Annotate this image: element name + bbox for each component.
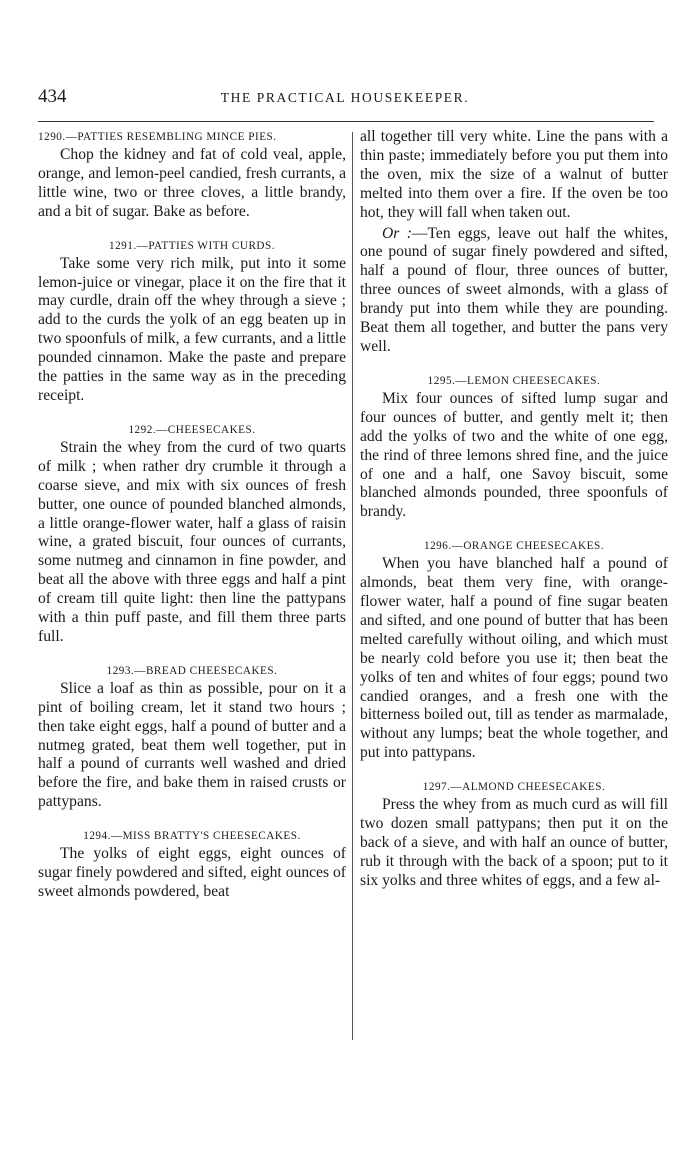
header-rule [38,121,654,122]
recipe-text-1292: Strain the whey from the curd of two quarts of milk ; when rather dry crumble it through a coarse sieve, and mix with six ounces of fresh butter, one ounce of pounded blanched almonds, a little orange-flower water, half a glass of raisin wine, a grated biscuit, four ounces of currants, some nutmeg and cinnamon in fine powder, and beat all the above with three eggs and half a pint of cream till quite light: then line the pattypans with a thin puff paste, and fill them three parts full. [38,438,346,645]
alternative-label: Or : [382,224,412,242]
column-divider [352,132,353,1040]
left-column [38,128,346,902]
recipe-text-1291: Take some very rich milk, put into it some lemon-juice or vinegar, place it on the fire that it may curdle, drain off the whey through a sieve ; add to the curds the yolk of an egg beaten up in two spoonfuls of milk, a few currants, and a little pounded cinnamon. Make the paste and prepare the patties in the same way as in the preceding receipt. [38,254,346,404]
recipe-text-1295: Mix four ounces of sifted lump sugar and four ounces of butter, and gently melt it; then add the yolks of two and the white of one egg, the rind of three lemons shred fine, and the juice of one and a half, one Savoy biscuit, some blanched almonds pounded, three spoonfuls of brandy. [360,389,668,521]
recipe-heading-1297: 1297.—ALMOND CHEESECAKES. [422,781,606,794]
recipe-heading-1293: 1293.—BREAD CHEESECAKES. [106,664,278,677]
recipe-heading-1290: 1290.—PATTIES RESEMBLING MINCE PIES. [38,131,277,143]
recipe-text-1297: Press the whey from as much curd as will fill two dozen small pattypans; then put it on the back of a sieve, and with half an ounce of butter, rub it through with the back of a spoon; put to it six yolks and three whites of eggs, and a few al- [360,796,668,889]
recipe-text-1294: The yolks of eight eggs, eight ounces of sugar finely powdered and sifted, eight ounces of sweet almonds powdered, beat [38,845,346,900]
recipe-heading-1296: 1296.—ORANGE CHEESECAKES. [423,540,604,553]
recipe-heading-1291: 1291.—PATTIES WITH CURDS. [108,239,276,252]
recipe-text-1296: When you have blanched half a pound of almonds, beat them very fine, with orange-flower water, half a pound of fine sugar beaten and sifted, and one pound of butter that has been melted carefully without oiling, and which must be nearly cold before you use it; then beat the yolks of ten and whites of four eggs; pound two candied oranges, and a fresh one with the bitterness boiled out, till as tender as marmalade, without any lumps; beat the whole together, and put into pattypans. [360,555,668,762]
recipe-heading-1295: 1295.—LEMON CHEESECAKES. [427,374,601,387]
recipe-alternative-1294 [360,225,668,357]
recipe-heading-1292: 1292.—CHEESECAKES. [128,423,256,436]
running-title: THE PRACTICAL HOUSEKEEPER. [220,90,470,105]
page-header [38,86,652,110]
recipe-heading-1294: 1294.—MISS BRATTY'S CHEESECAKES. [83,830,301,843]
recipe-text-1294-continued: all together till very white. Line the pans with a thin paste; immediately before you put them into the oven, mix the size of a walnut of butter melted into them over a fire. If the oven be too hot, they will fall when taken out. [360,128,668,221]
recipe-text-1290: Chop the kidney and fat of cold veal, apple, orange, and lemon-peel candied, fresh currants, a little wine, two or three cloves, a little brandy, and a bit of sugar. Bake as before. [38,146,346,220]
alternative-text: —Ten eggs, leave out half the whites, one pound of sugar finely powdered and sifted, half a pound of flour, three ounces of butter, three ounces of sweet almonds, with a glass of brandy put into them while they are pounding. Beat them all together, and butter the pans very well. [360,224,668,355]
recipe-text-1293: Slice a loaf as thin as possible, pour on it a pint of boiling cream, let it stand two hours ; then take eight eggs, half a pound of butter and a nutmeg grated, beat them well together, put in half a pound of currants well washed and dried before the fire, and bake them in raised crusts or pattypans. [38,679,346,811]
page-number: 434 [38,86,67,107]
right-column [360,128,668,891]
